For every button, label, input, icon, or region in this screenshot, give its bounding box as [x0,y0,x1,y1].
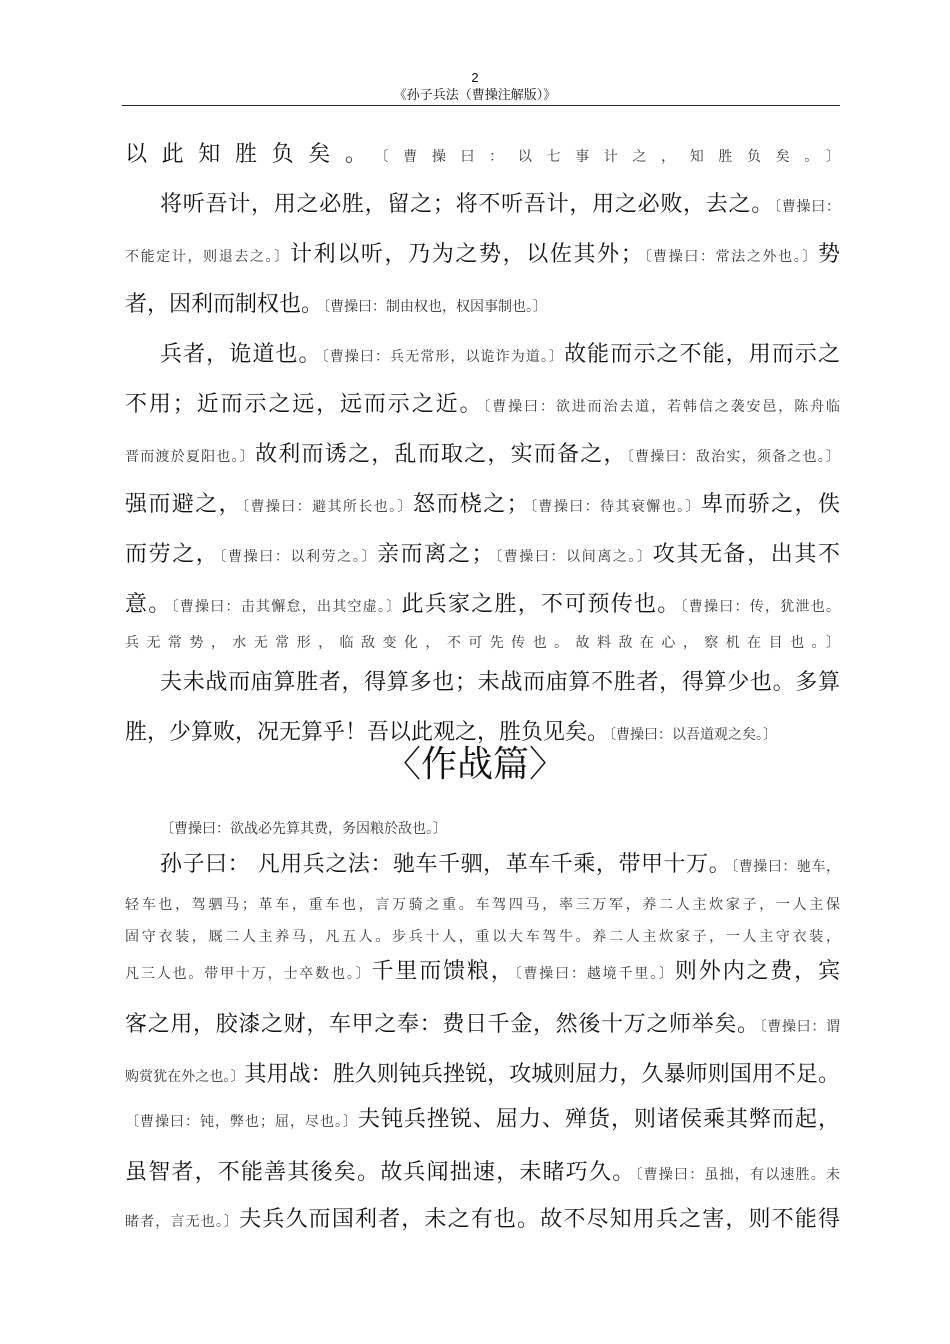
commentary-text: 睹者，言无也。〕 [125,1214,240,1230]
text-line [125,590,840,622]
main-text: 故能而示之不能，用而示之 [564,342,840,367]
main-text: 将听吾计，用之必胜，留之；将不听吾计，用之必败，去之。 [160,192,775,217]
main-text: 夫未战而庙算胜者，得算多也；未战而庙算不胜者，得算少也。多算 [160,670,840,695]
main-text: 亲而离之； [377,542,494,567]
main-text: 其用战：胜久则钝兵挫锐，攻城则屈力，久暴师则国用不足。 [244,1062,840,1087]
commentary-text: 〔曹操曰：以吾道观之矣。〕 [609,727,778,743]
commentary-text: 〔曹操曰：欲战必先算其费，务因粮於敌也。〕 [160,821,447,837]
commentary-text: 〔曹操曰：驰车， [731,859,841,875]
main-text: 强而避之， [125,492,243,517]
main-text: 攻其无备，出其不 [652,542,840,567]
main-text: 势 [818,242,841,267]
main-text: 以此知胜负矣。 [125,142,382,167]
text-line [125,490,840,522]
page-number: 2 [471,70,479,85]
text-line [160,668,840,698]
main-text: 卑而骄之，佚 [700,492,840,517]
text-line [125,290,840,322]
text-line [125,540,840,572]
text-line [125,1010,840,1042]
commentary-text: 购赏犹在外之也。〕 [125,1069,245,1085]
text-line [125,957,840,989]
main-text: 孙子曰： 凡用兵之法：驰车千驷，革车千乘，带甲十万。 [160,852,732,877]
text-line [125,1105,840,1137]
main-text: 怒而桡之； [412,492,529,517]
text-line [125,240,840,272]
commentary-text: 轻车也，驾驷马；革车，重车也，言万骑之重。车驾四马，率三万军，养二人主炊家子，一人主保 [125,897,840,913]
main-text: 客之用，胶漆之财，车甲之奉：费日千金，然後十万之师举矣。 [125,1012,760,1037]
commentary-text: 〔曹操曰： [774,199,840,215]
main-text: 者，因利而制权也。 [125,292,324,317]
commentary-text: 〔曹操曰：越境千里。〕 [514,966,675,982]
text-line [125,140,840,172]
main-text: 则外内之费，宾 [674,959,840,984]
text-line [160,812,840,844]
main-text: 夫兵久而国利者，未之有也。故不尽知用兵之害，则不能得 [239,1207,840,1232]
commentary-text: 〔曹操曰：以七事计之，知胜负矣。〕 [381,149,840,165]
main-text: 千里而馈粮， [371,959,515,984]
commentary-text: 〔曹操曰：避其所长也。〕 [242,499,413,515]
text-line [125,920,840,952]
text-line [125,1158,840,1190]
commentary-text: 固守衣装，厩二人主养马，凡五人。步兵十人，重以大车驾牛。养二人主炊家子，一人主守衣装， [125,929,840,945]
text-line [125,390,840,422]
commentary-text: 〔曹操曰：以利劳之。〕 [219,549,378,565]
main-text: 夫钝兵挫锐、屈力、殚货，则诸侯乘其弊而起， [358,1107,840,1132]
commentary-text: 凡三人也。带甲十万，士卒数也。〕 [125,966,372,982]
commentary-text: 〔曹操曰：常法之外也。〕 [642,249,818,265]
commentary-text: 〔曹操曰：虽拙，有以速胜。未 [635,1167,840,1183]
commentary-text: 〔曹操曰：传，犹泄也。 [680,599,840,615]
main-text: 故利而诱之，乱而取之，实而备之， [255,442,627,467]
commentary-text: 〔曹操曰：钝，弊也；屈，尽也。〕 [125,1114,358,1130]
text-line [125,888,840,920]
main-text: 此兵家之胜，不可预传也。 [401,592,681,617]
text-line [125,1060,840,1092]
commentary-text: 〔曹操曰：制由权也，权因事制也。〕 [323,299,548,315]
text-line [160,340,840,372]
main-text: 而劳之， [125,542,220,567]
commentary-text: 〔曹操曰：欲进而治去道，若韩信之袭安邑，陈舟临 [483,399,840,415]
text-line [125,440,840,472]
running-header-title: 《孙子兵法（曹操注解版）》 [393,88,557,103]
commentary-text: 兵无常势，水无常形，临敌变化，不可先传也。故料敌在心，察机在目也。〕 [125,635,840,651]
header-divider [122,105,840,106]
text-line [125,1205,840,1237]
main-text: 计利以听，乃为之势，以佐其外； [289,242,643,267]
main-text: 兵者，诡道也。 [160,342,322,367]
main-text: 虽智者，不能善其後矣。故兵闻拙速，未睹巧久。 [125,1160,636,1185]
commentary-text: 〔曹操曰：击其懈怠，出其空虚。〕 [171,599,402,615]
commentary-text: 晋而渡於夏阳也。〕 [125,449,256,465]
main-text: 不用；近而示之远，远而示之近。 [125,392,484,417]
commentary-text: 不能定计，则退去之。〕 [125,249,290,265]
commentary-text: 〔曹操曰：以间离之。〕 [493,549,653,565]
main-text: 胜，少算败，况无算乎！吾以此观之，胜负见矣。 [125,720,610,745]
commentary-text: 〔曹操曰：敌治实，须备之也。〕 [626,449,840,465]
main-text: 意。 [125,592,172,617]
commentary-text: 〔曹操曰：待其衰懈也。〕 [528,499,701,515]
commentary-text: 〔曹操曰：谓 [759,1019,840,1035]
commentary-text: 〔曹操曰：兵无常形，以诡诈为道。〕 [321,349,565,365]
section-title: 〈作战篇〉 [384,744,565,785]
text-line [160,190,840,222]
text-line [160,850,840,882]
text-line [125,628,840,658]
